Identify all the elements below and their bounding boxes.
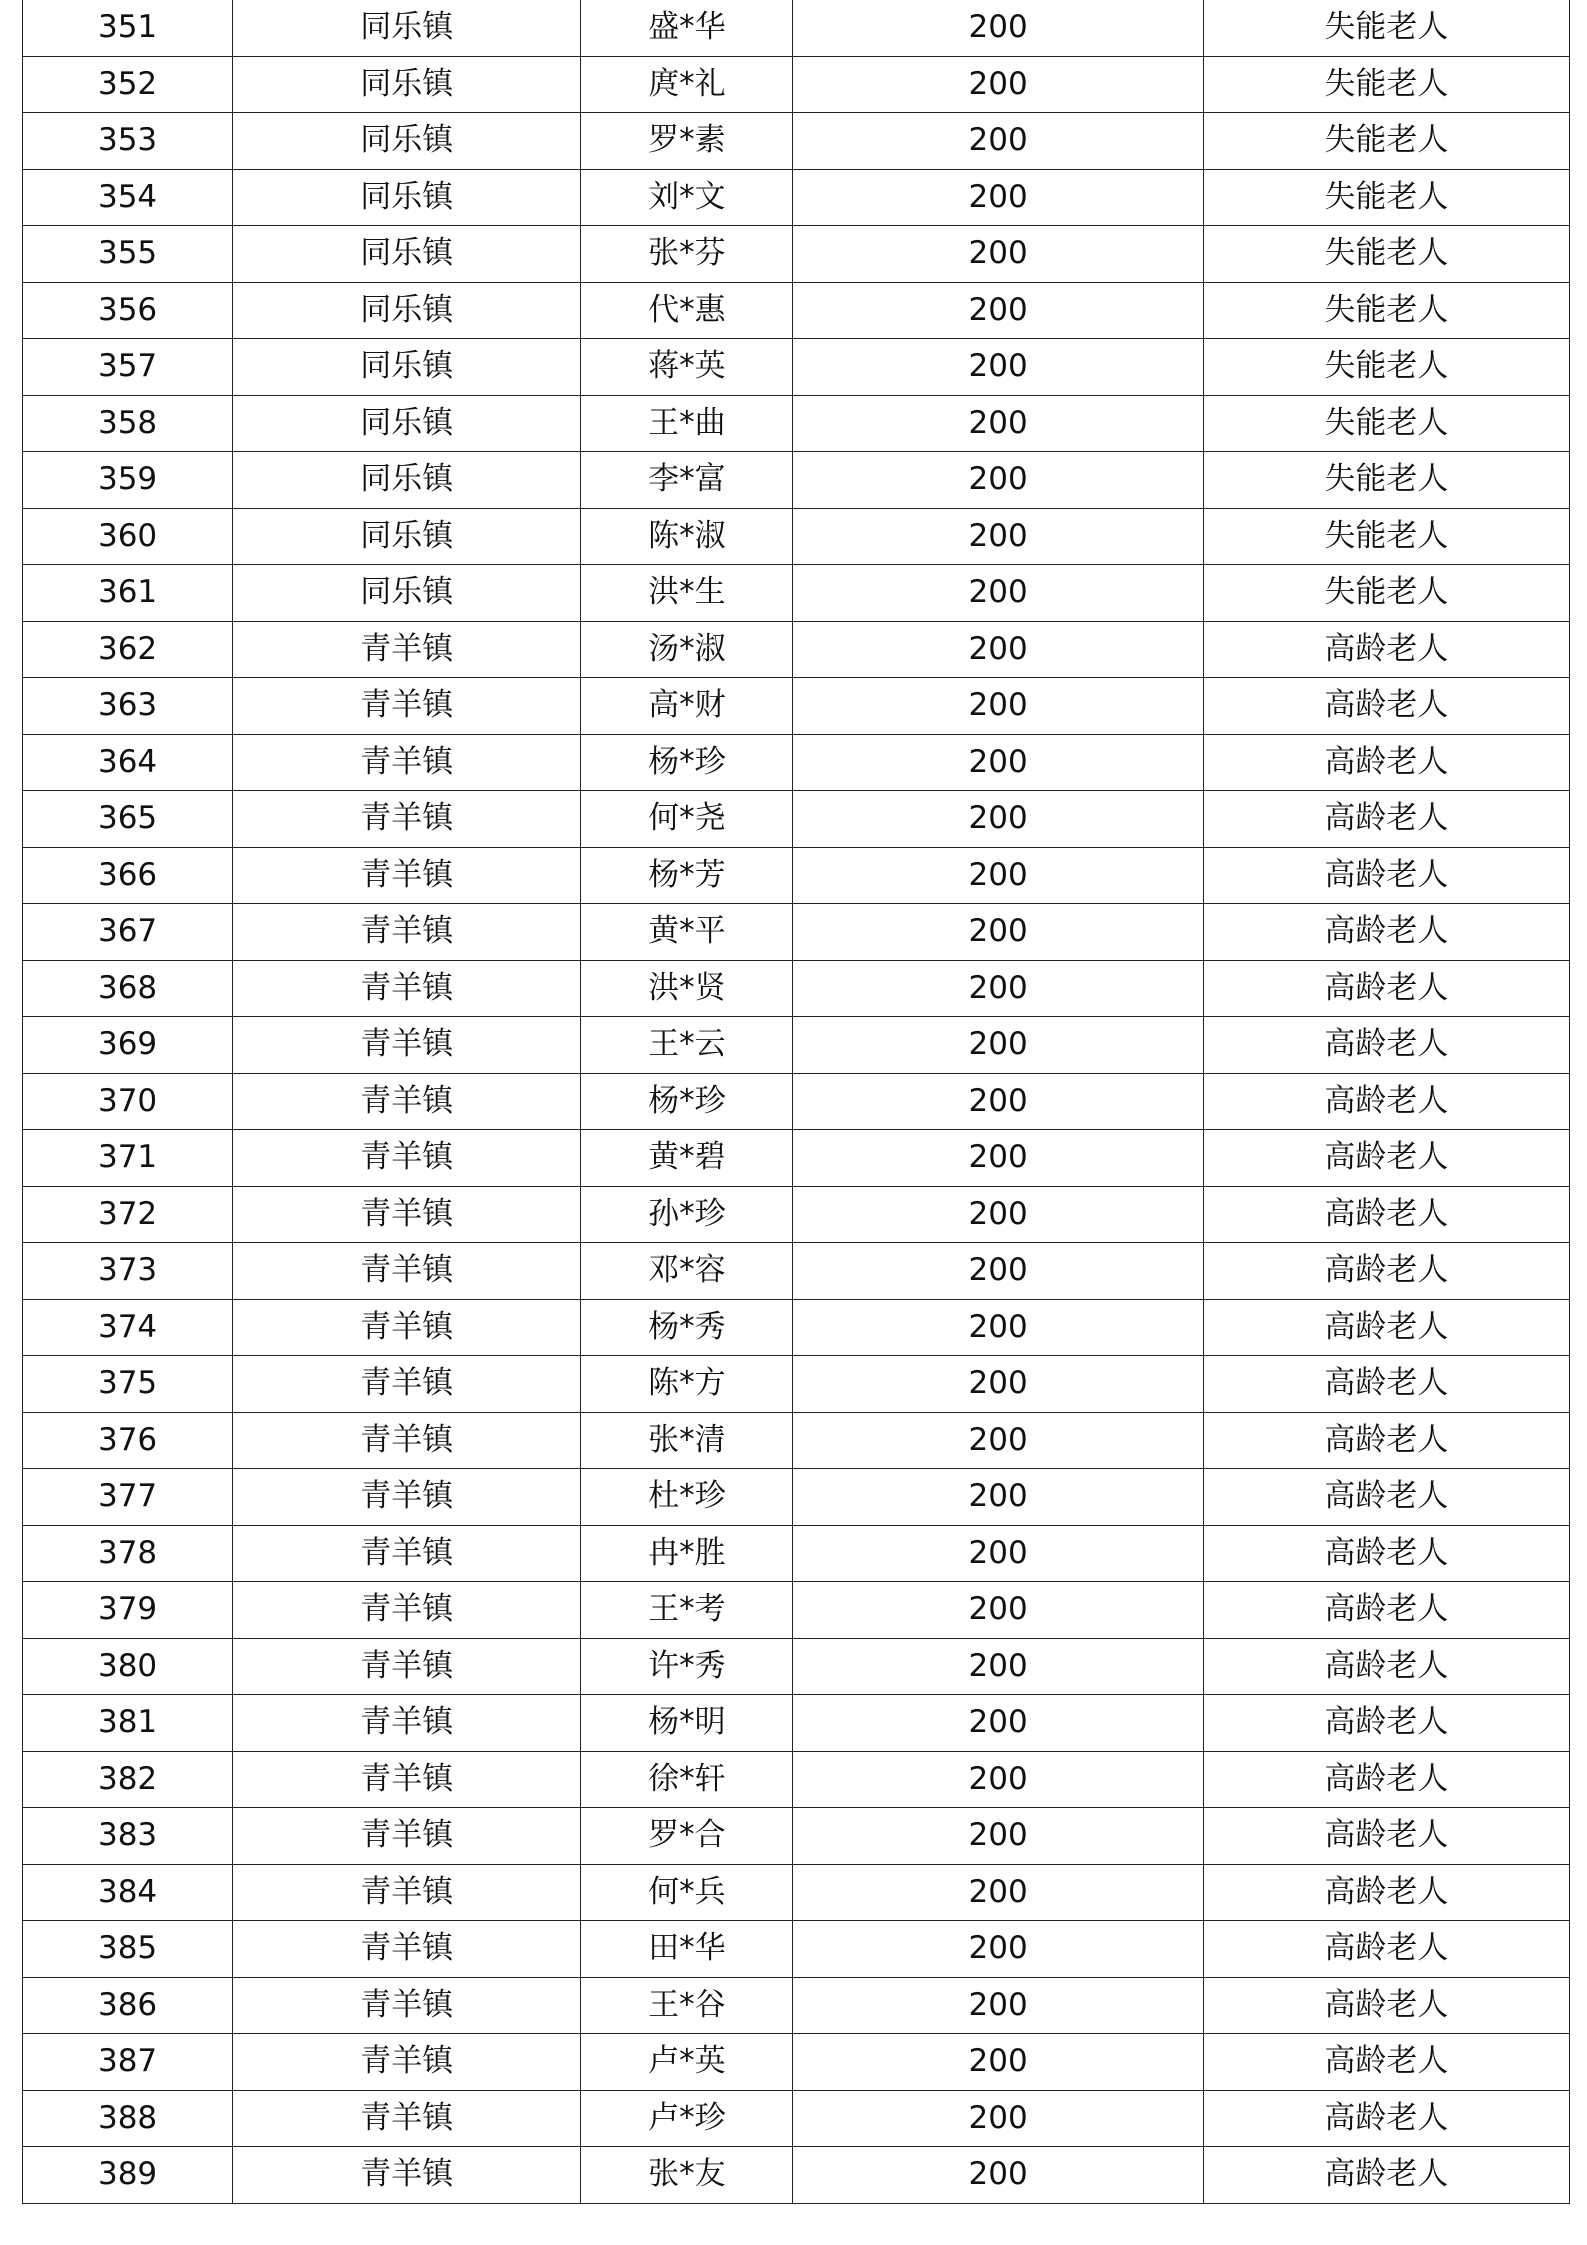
amount-cell: 200 bbox=[793, 1469, 1203, 1526]
row-number-cell: 356 bbox=[23, 282, 233, 339]
town-cell: 同乐镇 bbox=[233, 0, 581, 56]
town-cell: 青羊镇 bbox=[233, 2090, 581, 2147]
row-number-cell: 361 bbox=[23, 565, 233, 622]
amount-cell: 200 bbox=[793, 282, 1203, 339]
amount-cell: 200 bbox=[793, 452, 1203, 509]
row-number-cell: 363 bbox=[23, 678, 233, 735]
amount-cell: 200 bbox=[793, 2147, 1203, 2204]
category-cell: 高龄老人 bbox=[1203, 904, 1569, 961]
amount-cell: 200 bbox=[793, 0, 1203, 56]
row-number-cell: 374 bbox=[23, 1299, 233, 1356]
amount-cell: 200 bbox=[793, 791, 1203, 848]
row-number-cell: 367 bbox=[23, 904, 233, 961]
name-cell: 王*考 bbox=[581, 1582, 793, 1639]
name-cell: 王*曲 bbox=[581, 395, 793, 452]
table-row bbox=[23, 678, 1570, 735]
row-number-cell: 372 bbox=[23, 1186, 233, 1243]
category-cell: 高龄老人 bbox=[1203, 1243, 1569, 1300]
table-row bbox=[23, 56, 1570, 113]
town-cell: 青羊镇 bbox=[233, 1864, 581, 1921]
amount-cell: 200 bbox=[793, 226, 1203, 283]
town-cell: 青羊镇 bbox=[233, 2147, 581, 2204]
table-row bbox=[23, 1130, 1570, 1187]
town-cell: 青羊镇 bbox=[233, 1977, 581, 2034]
amount-cell: 200 bbox=[793, 1130, 1203, 1187]
row-number-cell: 360 bbox=[23, 508, 233, 565]
amount-cell: 200 bbox=[793, 1808, 1203, 1865]
name-cell: 王*云 bbox=[581, 1017, 793, 1074]
table-row bbox=[23, 1299, 1570, 1356]
name-cell: 孙*珍 bbox=[581, 1186, 793, 1243]
town-cell: 同乐镇 bbox=[233, 113, 581, 170]
amount-cell: 200 bbox=[793, 621, 1203, 678]
category-cell: 高龄老人 bbox=[1203, 1808, 1569, 1865]
row-number-cell: 378 bbox=[23, 1525, 233, 1582]
name-cell: 汤*淑 bbox=[581, 621, 793, 678]
row-number-cell: 353 bbox=[23, 113, 233, 170]
row-number-cell: 387 bbox=[23, 2034, 233, 2091]
amount-cell: 200 bbox=[793, 678, 1203, 735]
category-cell: 高龄老人 bbox=[1203, 1864, 1569, 1921]
category-cell: 失能老人 bbox=[1203, 226, 1569, 283]
table-row bbox=[23, 1469, 1570, 1526]
town-cell: 青羊镇 bbox=[233, 1582, 581, 1639]
category-cell: 高龄老人 bbox=[1203, 1130, 1569, 1187]
category-cell: 高龄老人 bbox=[1203, 1017, 1569, 1074]
town-cell: 青羊镇 bbox=[233, 1186, 581, 1243]
town-cell: 青羊镇 bbox=[233, 960, 581, 1017]
amount-cell: 200 bbox=[793, 1243, 1203, 1300]
name-cell: 陈*方 bbox=[581, 1356, 793, 1413]
amount-cell: 200 bbox=[793, 113, 1203, 170]
town-cell: 同乐镇 bbox=[233, 339, 581, 396]
row-number-cell: 362 bbox=[23, 621, 233, 678]
table-row bbox=[23, 960, 1570, 1017]
row-number-cell: 388 bbox=[23, 2090, 233, 2147]
town-cell: 青羊镇 bbox=[233, 1751, 581, 1808]
name-cell: 黄*碧 bbox=[581, 1130, 793, 1187]
amount-cell: 200 bbox=[793, 2034, 1203, 2091]
category-cell: 高龄老人 bbox=[1203, 791, 1569, 848]
row-number-cell: 354 bbox=[23, 169, 233, 226]
category-cell: 失能老人 bbox=[1203, 452, 1569, 509]
town-cell: 同乐镇 bbox=[233, 395, 581, 452]
name-cell: 卢*英 bbox=[581, 2034, 793, 2091]
category-cell: 失能老人 bbox=[1203, 339, 1569, 396]
town-cell: 青羊镇 bbox=[233, 2034, 581, 2091]
table-row bbox=[23, 2034, 1570, 2091]
category-cell: 高龄老人 bbox=[1203, 960, 1569, 1017]
town-cell: 青羊镇 bbox=[233, 1017, 581, 1074]
subsidy-table-body bbox=[23, 0, 1570, 2203]
row-number-cell: 383 bbox=[23, 1808, 233, 1865]
name-cell: 洪*生 bbox=[581, 565, 793, 622]
amount-cell: 200 bbox=[793, 1751, 1203, 1808]
table-row bbox=[23, 1638, 1570, 1695]
town-cell: 青羊镇 bbox=[233, 1356, 581, 1413]
amount-cell: 200 bbox=[793, 1299, 1203, 1356]
amount-cell: 200 bbox=[793, 1412, 1203, 1469]
category-cell: 失能老人 bbox=[1203, 508, 1569, 565]
row-number-cell: 368 bbox=[23, 960, 233, 1017]
category-cell: 失能老人 bbox=[1203, 282, 1569, 339]
category-cell: 高龄老人 bbox=[1203, 1582, 1569, 1639]
amount-cell: 200 bbox=[793, 1017, 1203, 1074]
amount-cell: 200 bbox=[793, 1921, 1203, 1978]
town-cell: 青羊镇 bbox=[233, 1525, 581, 1582]
table-row bbox=[23, 0, 1570, 56]
row-number-cell: 352 bbox=[23, 56, 233, 113]
name-cell: 卢*珍 bbox=[581, 2090, 793, 2147]
name-cell: 冉*胜 bbox=[581, 1525, 793, 1582]
row-number-cell: 389 bbox=[23, 2147, 233, 2204]
name-cell: 张*芬 bbox=[581, 226, 793, 283]
amount-cell: 200 bbox=[793, 395, 1203, 452]
table-row bbox=[23, 2147, 1570, 2204]
table-row bbox=[23, 1751, 1570, 1808]
table-row bbox=[23, 1356, 1570, 1413]
table-row bbox=[23, 1695, 1570, 1752]
row-number-cell: 370 bbox=[23, 1073, 233, 1130]
table-row bbox=[23, 1412, 1570, 1469]
category-cell: 高龄老人 bbox=[1203, 1299, 1569, 1356]
amount-cell: 200 bbox=[793, 1977, 1203, 2034]
row-number-cell: 381 bbox=[23, 1695, 233, 1752]
category-cell: 高龄老人 bbox=[1203, 1186, 1569, 1243]
category-cell: 高龄老人 bbox=[1203, 2147, 1569, 2204]
name-cell: 徐*轩 bbox=[581, 1751, 793, 1808]
amount-cell: 200 bbox=[793, 1582, 1203, 1639]
name-cell: 蒋*英 bbox=[581, 339, 793, 396]
town-cell: 青羊镇 bbox=[233, 847, 581, 904]
table-row bbox=[23, 847, 1570, 904]
row-number-cell: 364 bbox=[23, 734, 233, 791]
name-cell: 刘*文 bbox=[581, 169, 793, 226]
table-row bbox=[23, 1525, 1570, 1582]
town-cell: 青羊镇 bbox=[233, 1243, 581, 1300]
town-cell: 同乐镇 bbox=[233, 565, 581, 622]
amount-cell: 200 bbox=[793, 508, 1203, 565]
amount-cell: 200 bbox=[793, 565, 1203, 622]
town-cell: 青羊镇 bbox=[233, 1412, 581, 1469]
name-cell: 罗*素 bbox=[581, 113, 793, 170]
row-number-cell: 371 bbox=[23, 1130, 233, 1187]
table-row bbox=[23, 565, 1570, 622]
table-row bbox=[23, 791, 1570, 848]
table-row bbox=[23, 904, 1570, 961]
amount-cell: 200 bbox=[793, 1864, 1203, 1921]
amount-cell: 200 bbox=[793, 1638, 1203, 1695]
category-cell: 高龄老人 bbox=[1203, 1356, 1569, 1413]
category-cell: 高龄老人 bbox=[1203, 1638, 1569, 1695]
row-number-cell: 357 bbox=[23, 339, 233, 396]
table-row bbox=[23, 621, 1570, 678]
table-row bbox=[23, 1017, 1570, 1074]
amount-cell: 200 bbox=[793, 734, 1203, 791]
row-number-cell: 379 bbox=[23, 1582, 233, 1639]
row-number-cell: 358 bbox=[23, 395, 233, 452]
table-row bbox=[23, 1073, 1570, 1130]
category-cell: 失能老人 bbox=[1203, 113, 1569, 170]
table-row bbox=[23, 1977, 1570, 2034]
name-cell: 杨*明 bbox=[581, 1695, 793, 1752]
amount-cell: 200 bbox=[793, 1186, 1203, 1243]
town-cell: 青羊镇 bbox=[233, 678, 581, 735]
town-cell: 同乐镇 bbox=[233, 282, 581, 339]
table-row bbox=[23, 452, 1570, 509]
category-cell: 失能老人 bbox=[1203, 0, 1569, 56]
name-cell: 高*财 bbox=[581, 678, 793, 735]
town-cell: 青羊镇 bbox=[233, 1921, 581, 1978]
table-row bbox=[23, 1864, 1570, 1921]
name-cell: 杜*珍 bbox=[581, 1469, 793, 1526]
amount-cell: 200 bbox=[793, 1073, 1203, 1130]
name-cell: 张*友 bbox=[581, 2147, 793, 2204]
table-row bbox=[23, 1921, 1570, 1978]
amount-cell: 200 bbox=[793, 1695, 1203, 1752]
row-number-cell: 382 bbox=[23, 1751, 233, 1808]
amount-cell: 200 bbox=[793, 56, 1203, 113]
category-cell: 高龄老人 bbox=[1203, 1469, 1569, 1526]
table-row bbox=[23, 339, 1570, 396]
row-number-cell: 380 bbox=[23, 1638, 233, 1695]
row-number-cell: 377 bbox=[23, 1469, 233, 1526]
town-cell: 青羊镇 bbox=[233, 1808, 581, 1865]
name-cell: 洪*贤 bbox=[581, 960, 793, 1017]
category-cell: 高龄老人 bbox=[1203, 1695, 1569, 1752]
row-number-cell: 386 bbox=[23, 1977, 233, 2034]
category-cell: 高龄老人 bbox=[1203, 1525, 1569, 1582]
category-cell: 高龄老人 bbox=[1203, 1921, 1569, 1978]
category-cell: 高龄老人 bbox=[1203, 2034, 1569, 2091]
name-cell: 杨*芳 bbox=[581, 847, 793, 904]
table-row bbox=[23, 169, 1570, 226]
category-cell: 高龄老人 bbox=[1203, 1751, 1569, 1808]
row-number-cell: 369 bbox=[23, 1017, 233, 1074]
name-cell: 王*谷 bbox=[581, 1977, 793, 2034]
name-cell: 何*兵 bbox=[581, 1864, 793, 1921]
row-number-cell: 385 bbox=[23, 1921, 233, 1978]
name-cell: 何*尧 bbox=[581, 791, 793, 848]
category-cell: 高龄老人 bbox=[1203, 734, 1569, 791]
row-number-cell: 365 bbox=[23, 791, 233, 848]
name-cell: 罗*合 bbox=[581, 1808, 793, 1865]
name-cell: 黄*平 bbox=[581, 904, 793, 961]
amount-cell: 200 bbox=[793, 169, 1203, 226]
subsidy-table bbox=[22, 0, 1570, 2204]
category-cell: 失能老人 bbox=[1203, 395, 1569, 452]
town-cell: 青羊镇 bbox=[233, 1638, 581, 1695]
name-cell: 陈*淑 bbox=[581, 508, 793, 565]
table-row bbox=[23, 734, 1570, 791]
name-cell: 杨*珍 bbox=[581, 734, 793, 791]
table-row bbox=[23, 226, 1570, 283]
category-cell: 失能老人 bbox=[1203, 56, 1569, 113]
row-number-cell: 355 bbox=[23, 226, 233, 283]
row-number-cell: 359 bbox=[23, 452, 233, 509]
name-cell: 李*富 bbox=[581, 452, 793, 509]
town-cell: 青羊镇 bbox=[233, 734, 581, 791]
name-cell: 张*清 bbox=[581, 1412, 793, 1469]
amount-cell: 200 bbox=[793, 960, 1203, 1017]
table-row bbox=[23, 113, 1570, 170]
amount-cell: 200 bbox=[793, 847, 1203, 904]
category-cell: 失能老人 bbox=[1203, 169, 1569, 226]
category-cell: 高龄老人 bbox=[1203, 678, 1569, 735]
name-cell: 许*秀 bbox=[581, 1638, 793, 1695]
row-number-cell: 384 bbox=[23, 1864, 233, 1921]
name-cell: 田*华 bbox=[581, 1921, 793, 1978]
name-cell: 盛*华 bbox=[581, 0, 793, 56]
table-row bbox=[23, 395, 1570, 452]
category-cell: 高龄老人 bbox=[1203, 2090, 1569, 2147]
category-cell: 高龄老人 bbox=[1203, 1977, 1569, 2034]
category-cell: 高龄老人 bbox=[1203, 621, 1569, 678]
town-cell: 青羊镇 bbox=[233, 904, 581, 961]
category-cell: 高龄老人 bbox=[1203, 847, 1569, 904]
town-cell: 青羊镇 bbox=[233, 621, 581, 678]
town-cell: 青羊镇 bbox=[233, 1130, 581, 1187]
town-cell: 青羊镇 bbox=[233, 1695, 581, 1752]
name-cell: 邓*容 bbox=[581, 1243, 793, 1300]
table-row bbox=[23, 282, 1570, 339]
row-number-cell: 351 bbox=[23, 0, 233, 56]
town-cell: 青羊镇 bbox=[233, 791, 581, 848]
table-row bbox=[23, 508, 1570, 565]
row-number-cell: 376 bbox=[23, 1412, 233, 1469]
table-row bbox=[23, 1243, 1570, 1300]
town-cell: 同乐镇 bbox=[233, 169, 581, 226]
name-cell: 杨*秀 bbox=[581, 1299, 793, 1356]
table-row bbox=[23, 2090, 1570, 2147]
amount-cell: 200 bbox=[793, 1356, 1203, 1413]
amount-cell: 200 bbox=[793, 2090, 1203, 2147]
town-cell: 同乐镇 bbox=[233, 452, 581, 509]
row-number-cell: 375 bbox=[23, 1356, 233, 1413]
town-cell: 同乐镇 bbox=[233, 508, 581, 565]
table-row bbox=[23, 1582, 1570, 1639]
name-cell: 庹*礼 bbox=[581, 56, 793, 113]
name-cell: 代*惠 bbox=[581, 282, 793, 339]
category-cell: 失能老人 bbox=[1203, 565, 1569, 622]
name-cell: 杨*珍 bbox=[581, 1073, 793, 1130]
town-cell: 青羊镇 bbox=[233, 1299, 581, 1356]
amount-cell: 200 bbox=[793, 904, 1203, 961]
row-number-cell: 373 bbox=[23, 1243, 233, 1300]
row-number-cell: 366 bbox=[23, 847, 233, 904]
town-cell: 青羊镇 bbox=[233, 1073, 581, 1130]
category-cell: 高龄老人 bbox=[1203, 1073, 1569, 1130]
amount-cell: 200 bbox=[793, 339, 1203, 396]
category-cell: 高龄老人 bbox=[1203, 1412, 1569, 1469]
town-cell: 青羊镇 bbox=[233, 1469, 581, 1526]
table-row bbox=[23, 1808, 1570, 1865]
amount-cell: 200 bbox=[793, 1525, 1203, 1582]
table-row bbox=[23, 1186, 1570, 1243]
town-cell: 同乐镇 bbox=[233, 226, 581, 283]
town-cell: 同乐镇 bbox=[233, 56, 581, 113]
